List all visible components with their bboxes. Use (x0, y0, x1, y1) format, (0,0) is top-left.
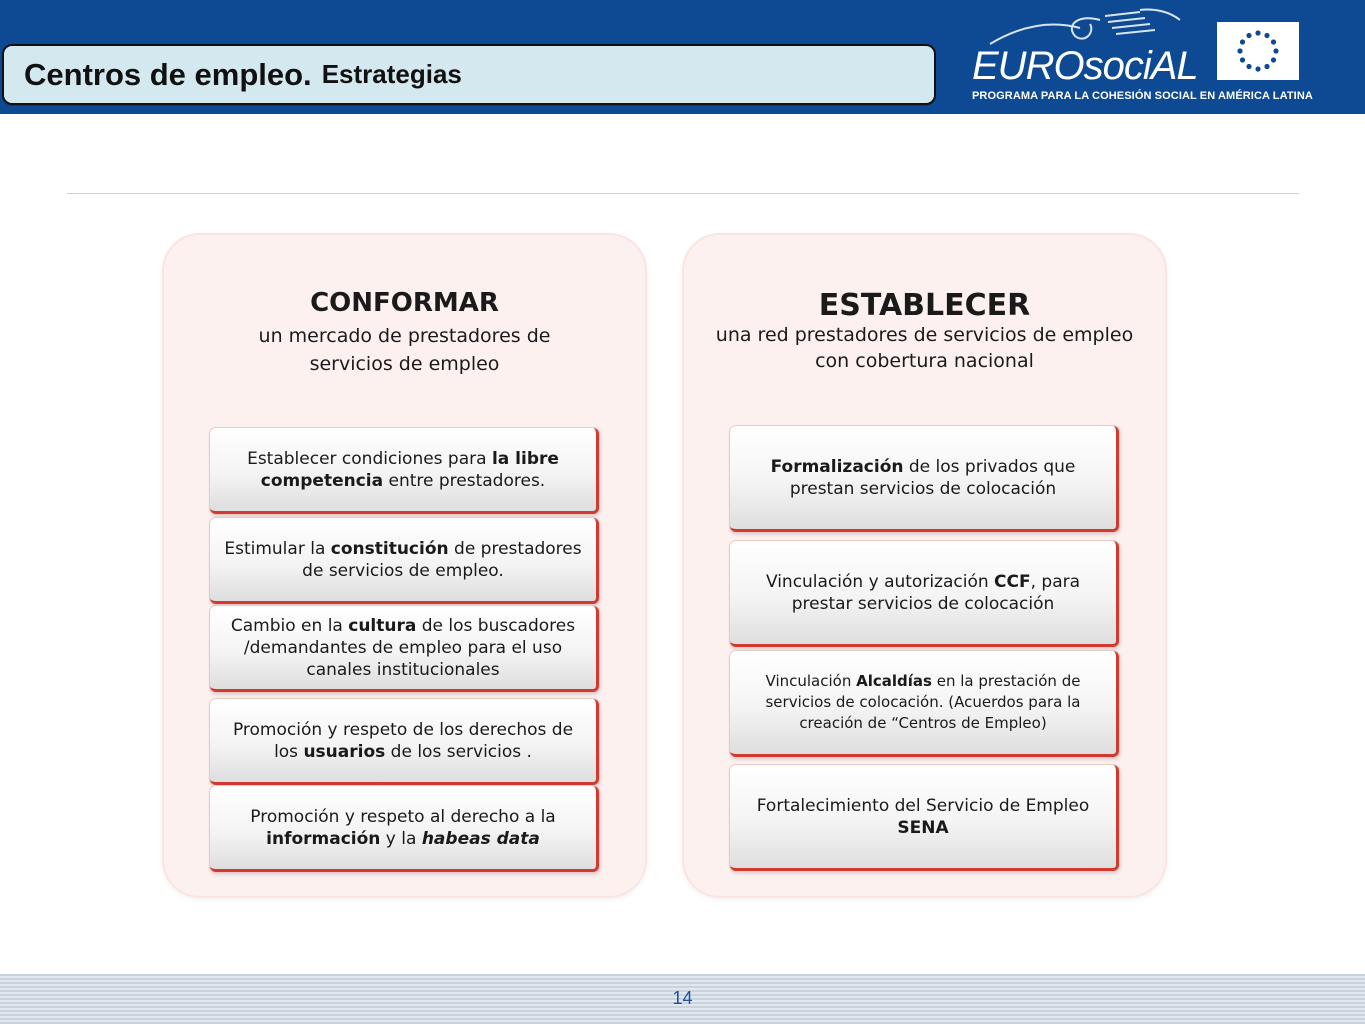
card-ccf (730, 541, 1119, 647)
card-text-part: y la (380, 828, 422, 849)
slide-subtitle: Estrategias (321, 59, 462, 89)
card-text-part: , para prestar servicios de colocación (791, 571, 1081, 614)
card-text-part: entre prestadores. (383, 470, 546, 491)
card-text (740, 671, 1106, 734)
panel-subheading-line2: servicios de empleo (309, 353, 500, 375)
logo-social: sociAL (1083, 44, 1198, 88)
card-text-part: de prestadores de servicios de empleo. (302, 538, 582, 581)
card-text (220, 806, 586, 850)
card-sena (730, 765, 1119, 871)
slide-title: Centros de empleo. (24, 56, 312, 92)
card-text (740, 795, 1106, 839)
logo-euro: EURO (972, 44, 1084, 88)
panel-heading-establecer: ESTABLECER (818, 288, 1031, 323)
panel-subheading-line1: una red prestadores de servicios de empleo (715, 324, 1134, 346)
card-text (220, 719, 586, 763)
card-text-bold: CCF (994, 571, 1031, 592)
card-text-part: Promoción y respeto de los derechos de los (232, 719, 574, 762)
divider-line (67, 193, 1299, 194)
card-formalizacion (730, 426, 1119, 532)
card-text-bold: Formalización (770, 456, 904, 477)
card-text-bold: constitución (330, 538, 449, 559)
logo-wordmark (972, 44, 1198, 89)
card-text-bold-italic: habeas data (421, 828, 540, 849)
card-constitucion (210, 518, 599, 604)
card-text-part: en la prestación de servicios de colocación. (Acuerdos para la creación de “Centros de Empleo) (765, 672, 1081, 732)
panel-subheading-line2: con cobertura nacional (815, 350, 1034, 372)
panel-subheading-line1: un mercado de prestadores de (258, 325, 551, 347)
page-number: 14 (672, 988, 693, 1008)
card-cultura (210, 606, 599, 692)
card-text-part: Fortalecimiento del Servicio de Empleo (756, 795, 1090, 816)
card-text-part: Promoción y respeto al derecho a la (250, 806, 556, 827)
card-text (740, 571, 1106, 615)
card-text-bold: la libre competencia (260, 448, 559, 491)
card-text-bold: SENA (897, 817, 949, 838)
card-text (220, 615, 586, 681)
card-text (220, 448, 586, 492)
card-text-part: de los buscadores /demandantes de empleo para el uso canales institucionales (243, 615, 576, 680)
card-informacion (210, 786, 599, 872)
eurosocial-logo (945, 6, 1365, 110)
slide-title-box (2, 44, 936, 105)
card-text-part: Establecer condiciones para (247, 448, 492, 469)
card-text-bold: cultura (348, 615, 417, 636)
card-text-bold: información (266, 828, 381, 849)
card-text-part: de los privados que prestan servicios de colocación (789, 456, 1076, 499)
card-libre-competencia (210, 428, 599, 514)
card-text-bold: usuarios (303, 741, 386, 762)
card-alcaldias (730, 651, 1119, 757)
card-text-part: Vinculación y autorización (765, 571, 995, 592)
logo-tagline: PROGRAMA PARA LA COHESIÓN SOCIAL EN AMÉRICA LATINA (972, 90, 1313, 102)
panel-heading-conformar: CONFORMAR (310, 288, 499, 318)
card-text-part: Estimular la (224, 538, 331, 559)
logo-swirl-icon (980, 6, 1200, 48)
card-usuarios (210, 699, 599, 785)
card-text-part: Vinculación (765, 672, 857, 690)
panel-conformar (162, 233, 647, 898)
card-text (220, 538, 586, 582)
eu-flag-icon (1217, 22, 1299, 80)
card-text-part: de los servicios . (385, 741, 532, 762)
card-text-part: Cambio en la (230, 615, 349, 636)
card-text (740, 456, 1106, 500)
card-text-bold: Alcaldías (856, 672, 932, 690)
panel-establecer (682, 233, 1167, 898)
